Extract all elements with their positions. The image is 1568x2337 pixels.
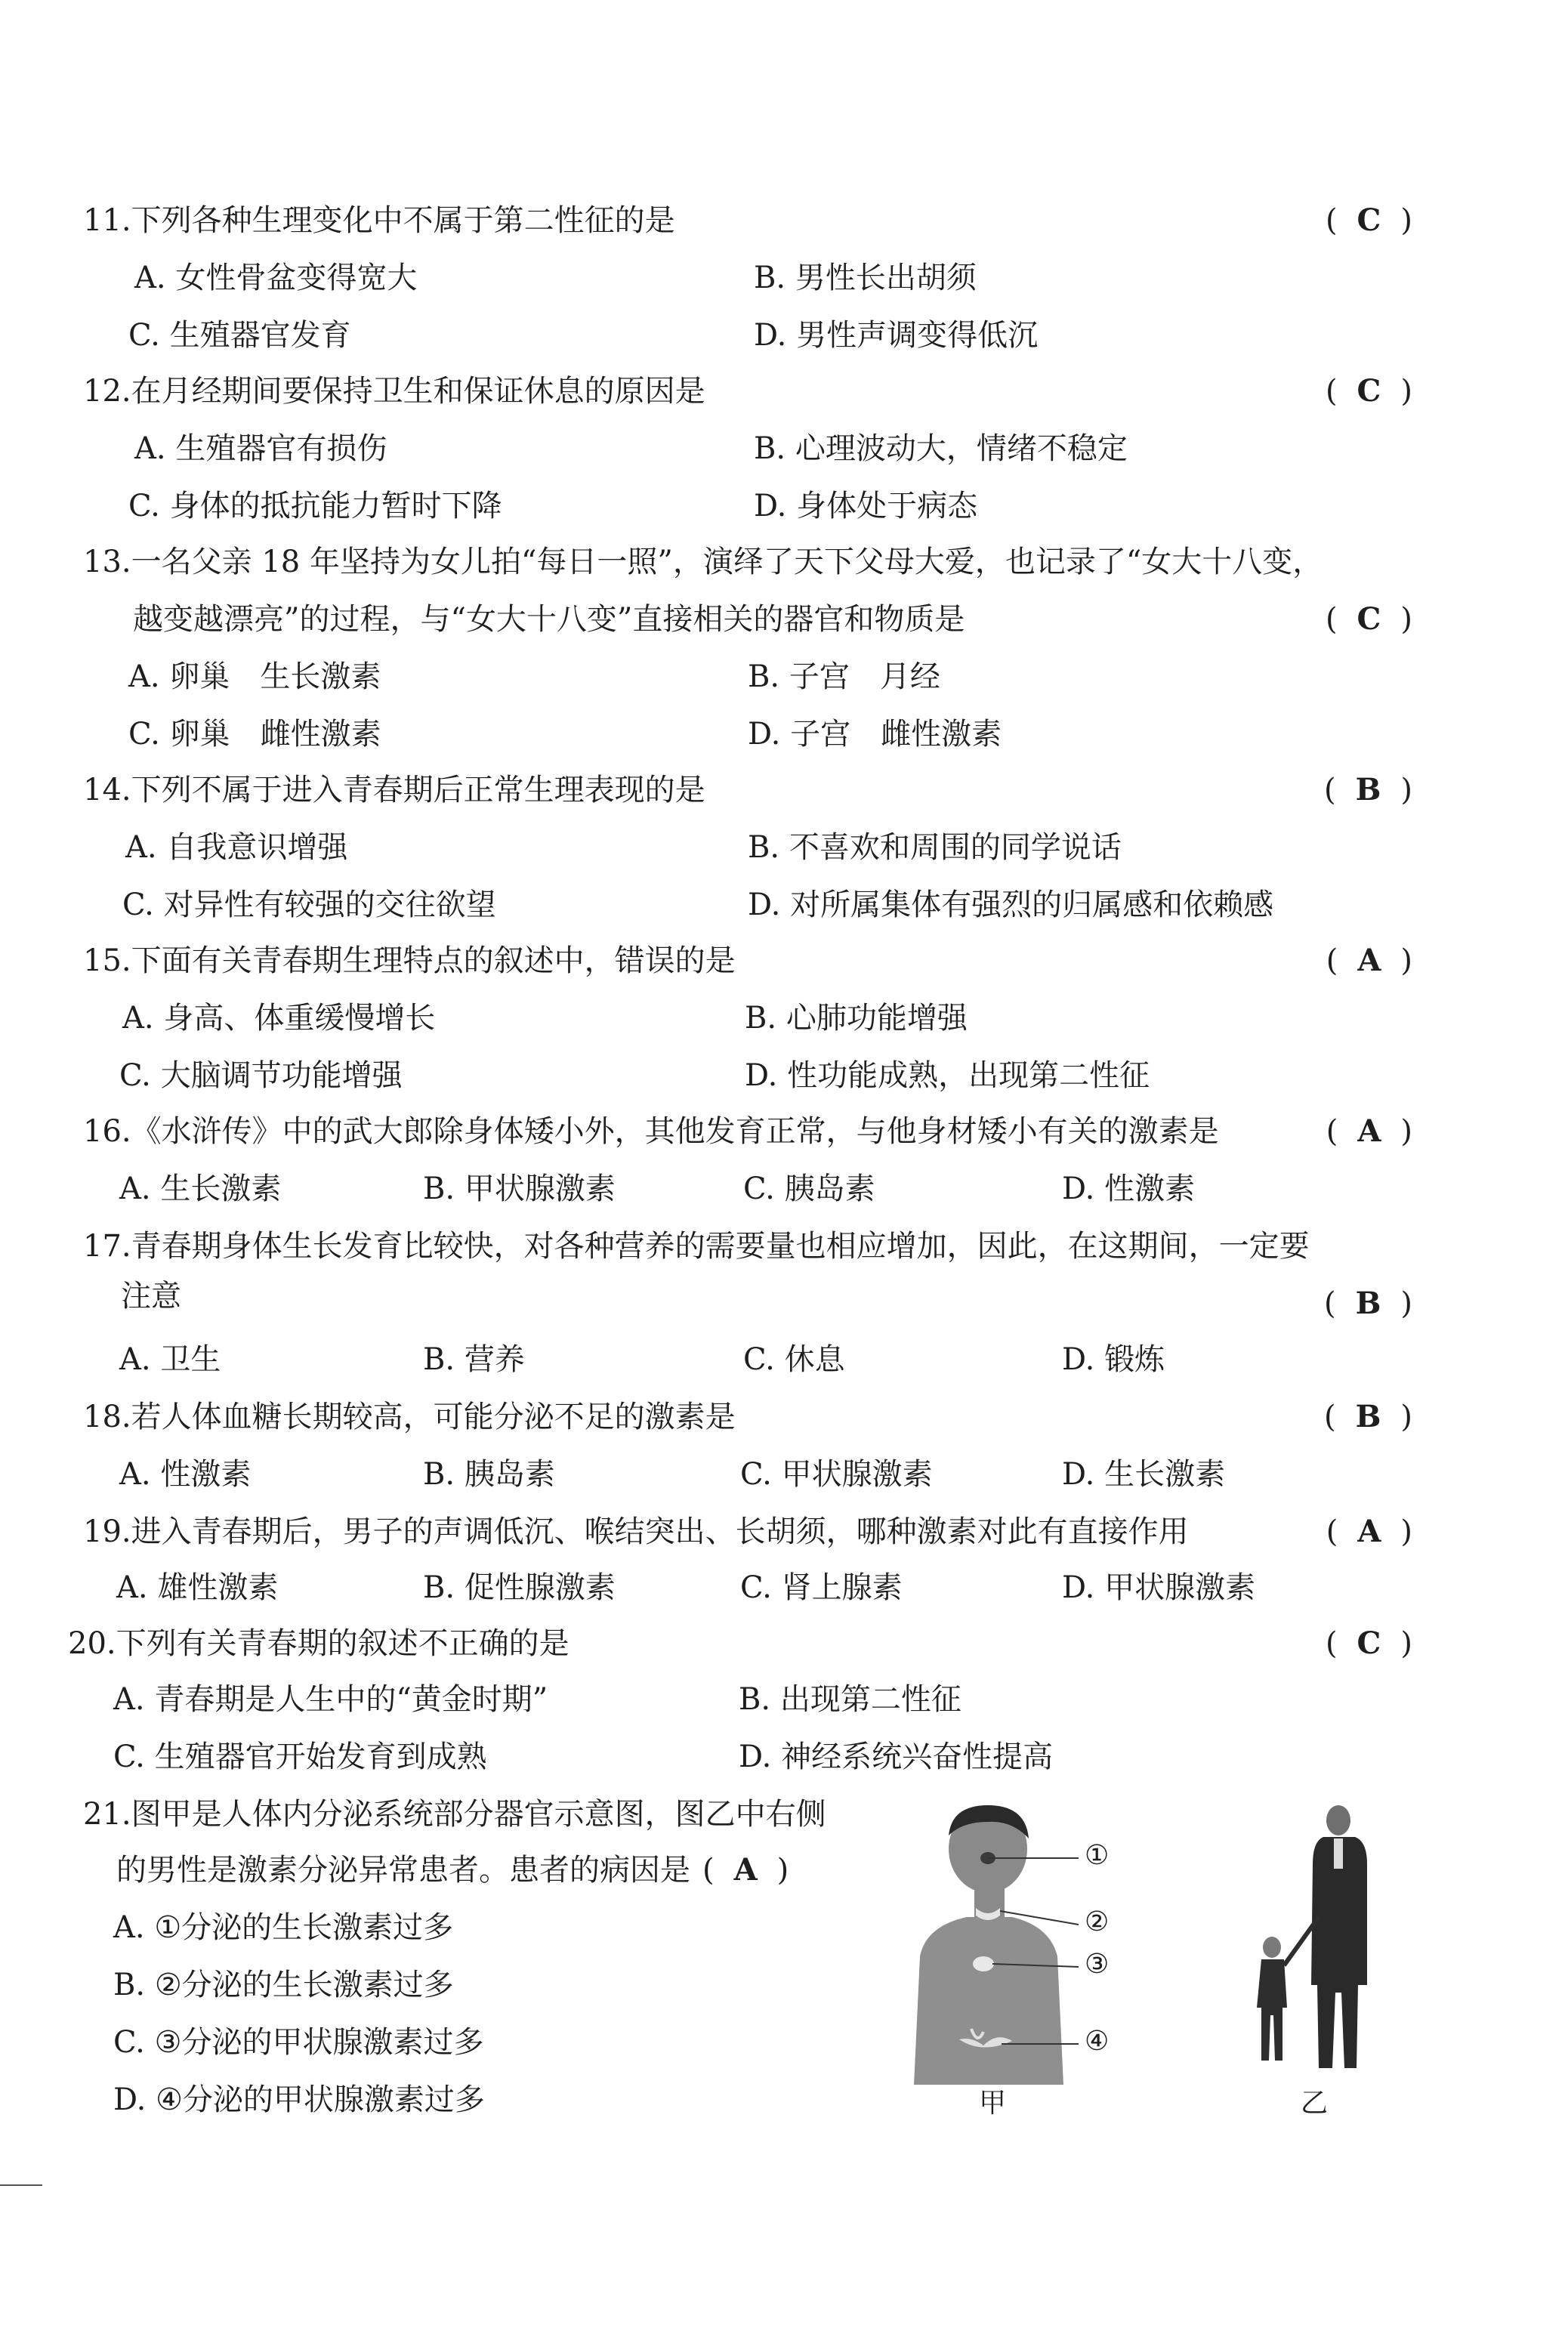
question-text: 13.一名父亲 18 年坚持为女儿拍“每日一照”，演绎了天下父母大爱，也记录了“女大十八变， xyxy=(83,545,1323,579)
option-a: A. 卵巢 生长激素 xyxy=(128,659,381,694)
question-text: 17.青春期身体生长发育比较快，对各种营养的需要量也相应增加，因此，在这期间，一定要 xyxy=(83,1229,1310,1264)
question-text: 15.下面有关青春期生理特点的叙述中，错误的是 xyxy=(83,943,736,978)
answer-bracket: ( C ) xyxy=(1325,373,1412,409)
figure-caption-b: 乙 xyxy=(1301,2088,1329,2119)
marker-4: ④ xyxy=(1085,2026,1110,2057)
option-d: D. 神经系统兴奋性提高 xyxy=(739,1740,1054,1774)
option-c: C. ③分泌的甲状腺激素过多 xyxy=(113,2025,484,2060)
option-c: C. 身体的抵抗能力暂时下降 xyxy=(128,489,502,523)
option-d: D. 性激素 xyxy=(1062,1172,1196,1206)
question-text: 21.图甲是人体内分泌系统部分器官示意图，图乙中右侧 xyxy=(83,1797,826,1832)
option-b: B. 心肺功能增强 xyxy=(745,1001,968,1036)
option-c: C. 甲状腺激素 xyxy=(740,1457,933,1492)
answer-bracket: ( C ) xyxy=(1325,202,1412,238)
option-a: A. 卫生 xyxy=(119,1342,221,1377)
answer-letter: A xyxy=(733,1852,758,1888)
answer-bracket: ( C ) xyxy=(1325,601,1412,637)
question-text: 18.若人体血糖长期较高，可能分泌不足的激素是 xyxy=(83,1400,736,1434)
question-text: 11.下列各种生理变化中不属于第二性征的是 xyxy=(83,203,675,238)
answer-bracket: ( B ) xyxy=(1323,1399,1412,1434)
option-b: B. 营养 xyxy=(423,1342,525,1377)
option-c: C. 休息 xyxy=(743,1342,845,1377)
option-b: B. 甲状腺激素 xyxy=(423,1172,616,1206)
figure-giant-photo xyxy=(1254,1804,1382,2076)
option-d: D. 男性声调变得低沉 xyxy=(754,318,1039,353)
answer-bracket: ( C ) xyxy=(1325,1625,1412,1661)
option-a: A. 青春期是人生中的“黄金时期” xyxy=(113,1682,548,1717)
option-d: D. 生长激素 xyxy=(1062,1457,1226,1492)
option-d: D. 对所属集体有强烈的归属感和依赖感 xyxy=(748,888,1274,922)
marker-3: ③ xyxy=(1085,1949,1110,1980)
question-text: 19.进入青春期后，男子的声调低沉、喉结突出、长胡须，哪种激素对此有直接作用 xyxy=(83,1514,1189,1549)
option-d: D. 身体处于病态 xyxy=(754,489,978,523)
option-a: A. 生长激素 xyxy=(119,1172,282,1206)
figure-caption-a: 甲 xyxy=(979,2088,1007,2119)
page-edge-rule xyxy=(0,2184,42,2186)
figure-endocrine-diagram xyxy=(899,1805,1141,2085)
thymus xyxy=(973,1956,994,1971)
answer-bracket: ( B ) xyxy=(1323,772,1412,807)
option-d: D. 锻炼 xyxy=(1062,1342,1165,1377)
question-text-cont: 越变越漂亮”的过程，与“女大十八变”直接相关的器官和物质是 xyxy=(133,602,965,637)
option-b: B. 男性长出胡须 xyxy=(754,261,977,295)
option-c: C. 大脑调节功能增强 xyxy=(119,1058,403,1093)
option-b: B. 子宫 月经 xyxy=(748,659,940,694)
option-d: D. 性功能成熟，出现第二性征 xyxy=(745,1058,1150,1093)
question-text: 16.《水浒传》中的武大郎除身体矮小外，其他发育正常，与他身材矮小有关的激素是 xyxy=(83,1114,1219,1149)
question-text: 20.下列有关青春期的叙述不正确的是 xyxy=(68,1626,569,1661)
option-b: B. 胰岛素 xyxy=(423,1457,555,1492)
option-d: D. ④分泌的甲状腺激素过多 xyxy=(113,2082,485,2117)
people-photo-icon xyxy=(1254,1804,1382,2076)
option-a: A. 自我意识增强 xyxy=(125,830,348,865)
option-a: A. 雄性激素 xyxy=(116,1570,279,1605)
answer-bracket: ( A ) xyxy=(1326,943,1412,978)
option-c: C. 生殖器官发育 xyxy=(128,318,351,353)
option-c: C. 胰岛素 xyxy=(743,1172,875,1206)
answer-bracket: ( A ) xyxy=(1326,1514,1412,1549)
marker-1: ① xyxy=(1085,1840,1110,1871)
answer-bracket: ( B ) xyxy=(1323,1286,1412,1321)
option-b: B. 出现第二性征 xyxy=(739,1682,961,1717)
option-d: D. 甲状腺激素 xyxy=(1062,1570,1256,1605)
option-d: D. 子宫 雌性激素 xyxy=(748,717,1002,752)
option-a: A. ①分泌的生长激素过多 xyxy=(113,1910,454,1945)
option-b: B. 不喜欢和周围的同学说话 xyxy=(748,830,1122,865)
option-b: B. 心理波动大，情绪不稳定 xyxy=(754,431,1128,466)
question-text: 14.下列不属于进入青春期后正常生理表现的是 xyxy=(83,773,705,807)
option-b: B. ②分泌的生长激素过多 xyxy=(113,1968,454,2002)
option-a: A. 身高、体重缓慢增长 xyxy=(122,1001,436,1036)
question-text-cont: 注意 xyxy=(121,1279,181,1314)
option-a: A. 性激素 xyxy=(119,1457,252,1492)
option-c: C. 生殖器官开始发育到成熟 xyxy=(113,1740,487,1774)
question-text: 12.在月经期间要保持卫生和保证休息的原因是 xyxy=(83,374,705,409)
option-a: A. 生殖器官有损伤 xyxy=(134,431,387,466)
option-c: C. 对异性有较强的交往欲望 xyxy=(122,888,496,922)
answer-bracket: ( A ) xyxy=(1326,1113,1412,1149)
option-b: B. 促性腺激素 xyxy=(423,1570,616,1605)
option-c: C. 肾上腺素 xyxy=(740,1570,903,1605)
option-c: C. 卵巢 雌性激素 xyxy=(128,717,381,752)
question-text-cont: 的男性是激素分泌异常患者。患者的病因是 ( A ) xyxy=(116,1852,789,1888)
option-a: A. 女性骨盆变得宽大 xyxy=(134,261,418,295)
marker-2: ② xyxy=(1085,1906,1110,1937)
